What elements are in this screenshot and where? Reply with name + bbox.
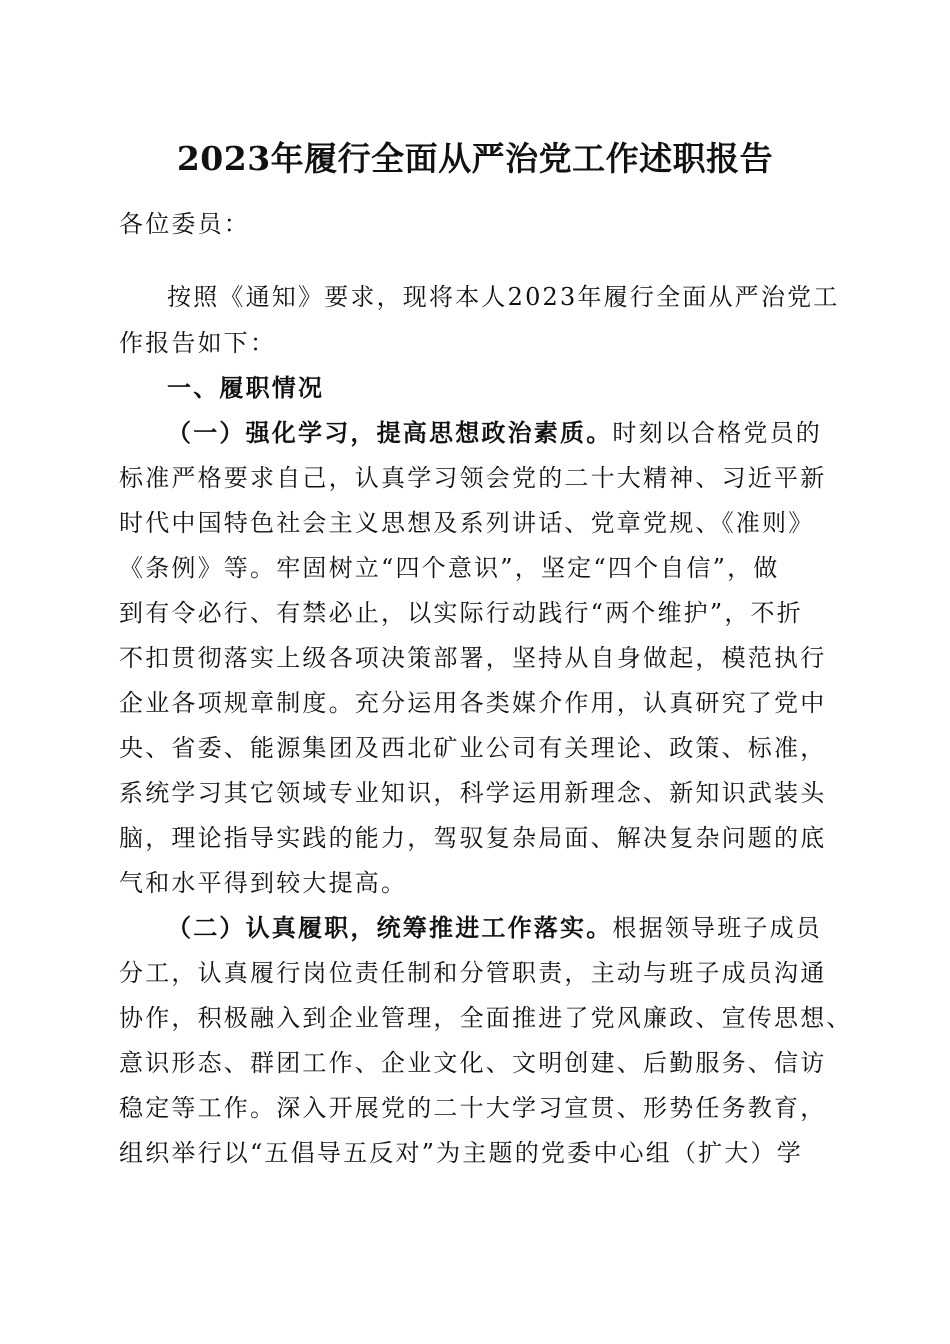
paragraph-line [167, 911, 822, 945]
paragraph-line [167, 416, 822, 450]
paragraph-line: 央、省委、能源集团及西北矿业公司有关理论、政策、标准， [119, 734, 827, 762]
paragraph-line: 脑，理论指导实践的能力，驾驭复杂局面、解决复杂问题的底 [119, 824, 827, 852]
paragraph-text: 根据领导班子成员 [612, 914, 823, 942]
intro-line-2: 作报告如下： [119, 329, 277, 357]
paragraph-line: 标准严格要求自己，认真学习领会党的二十大精神、习近平新 [119, 464, 827, 492]
salutation: 各位委员： [119, 210, 250, 238]
paragraph-line: 稳定等工作。深入开展党的二十大学习宣贯、形势任务教育， [119, 1094, 827, 1122]
section-heading: 一、履职情况 [167, 373, 325, 402]
intro-line-1: 按照《通知》要求，现将本人2023年履行全面从严治党工 [167, 283, 840, 311]
paragraph-line: 协作，积极融入到企业管理，全面推进了党风廉政、宣传思想、 [119, 1004, 853, 1032]
paragraph-line: 系统学习其它领域专业知识，科学运用新理念、新知识武装头 [119, 779, 827, 807]
paragraph-line: 意识形态、群团工作、企业文化、文明创建、后勤服务、信访 [119, 1049, 827, 1077]
paragraph-text: 时刻以合格党员的 [612, 419, 823, 447]
paragraph-line: 企业各项规章制度。充分运用各类媒介作用，认真研究了党中 [119, 689, 827, 717]
paragraph-line: 《条例》等。牢固树立“四个意识”，坚定“四个自信”，做 [119, 554, 780, 582]
document-title: 2023年履行全面从严治党工作述职报告 [176, 139, 774, 178]
subsection-heading-2: （二）认真履职，统筹推进工作落实。 [167, 913, 613, 942]
subsection-heading-1: （一）强化学习，提高思想政治素质。 [167, 418, 613, 447]
paragraph-line: 组织举行以“五倡导五反对”为主题的党委中心组（扩大）学 [119, 1139, 803, 1167]
paragraph-line: 到有令必行、有禁必止，以实际行动践行“两个维护”，不折 [119, 599, 803, 627]
paragraph-line: 分工，认真履行岗位责任制和分管职责，主动与班子成员沟通 [119, 959, 827, 987]
paragraph-line: 时代中国特色社会主义思想及系列讲话、党章党规、《准则》 [119, 509, 815, 537]
paragraph-line: 不扣贯彻落实上级各项决策部署，坚持从自身做起，模范执行 [119, 644, 827, 672]
paragraph-line: 气和水平得到较大提高。 [119, 869, 408, 897]
